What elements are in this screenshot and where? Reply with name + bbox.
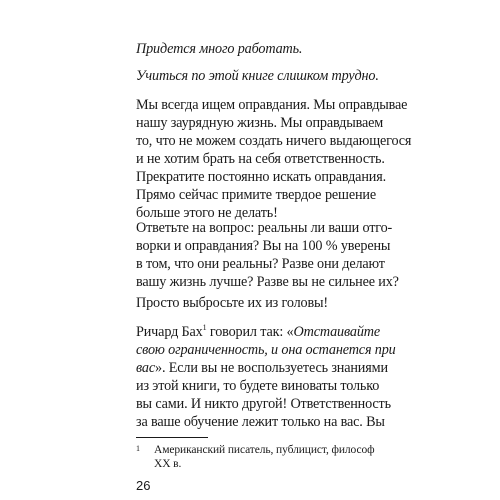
text-span: ». Если вы не воспользуетесь знаниями [155, 360, 388, 376]
paragraph-line: вы сами. И никто другой! Ответственность [136, 396, 391, 412]
paragraph-line [136, 323, 381, 341]
paragraph-line: свою ограниченность, и она останется при [136, 342, 396, 358]
paragraph-line: больше этого не делать! [136, 205, 278, 221]
book-page [136, 0, 412, 500]
footnote-reference: 1 [202, 323, 207, 332]
paragraph-line: в том, что они реальны? Разве они делают [136, 256, 385, 272]
footnote-line: XX в. [154, 458, 182, 470]
quote-span: вас [136, 360, 156, 376]
paragraph-line: Прекратите постоянно искать оправдания. [136, 169, 386, 185]
quote-line-1: Придется много работать. [136, 41, 303, 57]
paragraph-line: Мы всегда ищем оправдания. Мы оправдывае [136, 97, 408, 113]
footnote-marker: 1 [136, 444, 140, 453]
paragraph-line: из этой книги, то будете виноваты только [136, 378, 380, 394]
paragraph-line [136, 359, 388, 377]
paragraph-line: за ваше обучение лежит только на вас. Вы [136, 414, 385, 430]
text-span: говорил так: « [206, 324, 294, 340]
footnote-rule [136, 437, 208, 438]
paragraph-line: и не хотим брать на себя ответственность. [136, 151, 385, 167]
paragraph-line: ворки и оправдания? Вы на 100 % уверены [136, 238, 391, 254]
paragraph-throw-away: Просто выбросьте их из головы! [136, 295, 328, 311]
paragraph-line: Ответьте на вопрос: реальны ли ваши отго- [136, 220, 393, 236]
paragraph-line: то, что не можем создать ничего выдающегося [136, 133, 412, 149]
page-number: 26 [136, 478, 151, 493]
footnote-line: Американский писатель, публицист, философ [154, 444, 375, 456]
paragraph-line: Прямо сейчас примите твердое решение [136, 187, 376, 203]
quote-line-2: Учиться по этой книге слишком трудно. [136, 68, 379, 84]
quote-span: Отстаивайте [293, 324, 381, 340]
paragraph-line: вашу жизнь лучше? Разве вы не сильнее их? [136, 274, 399, 290]
paragraph-line: нашу заурядную жизнь. Мы оправдываем [136, 115, 384, 131]
author-name: Ричард Бах [136, 324, 203, 340]
